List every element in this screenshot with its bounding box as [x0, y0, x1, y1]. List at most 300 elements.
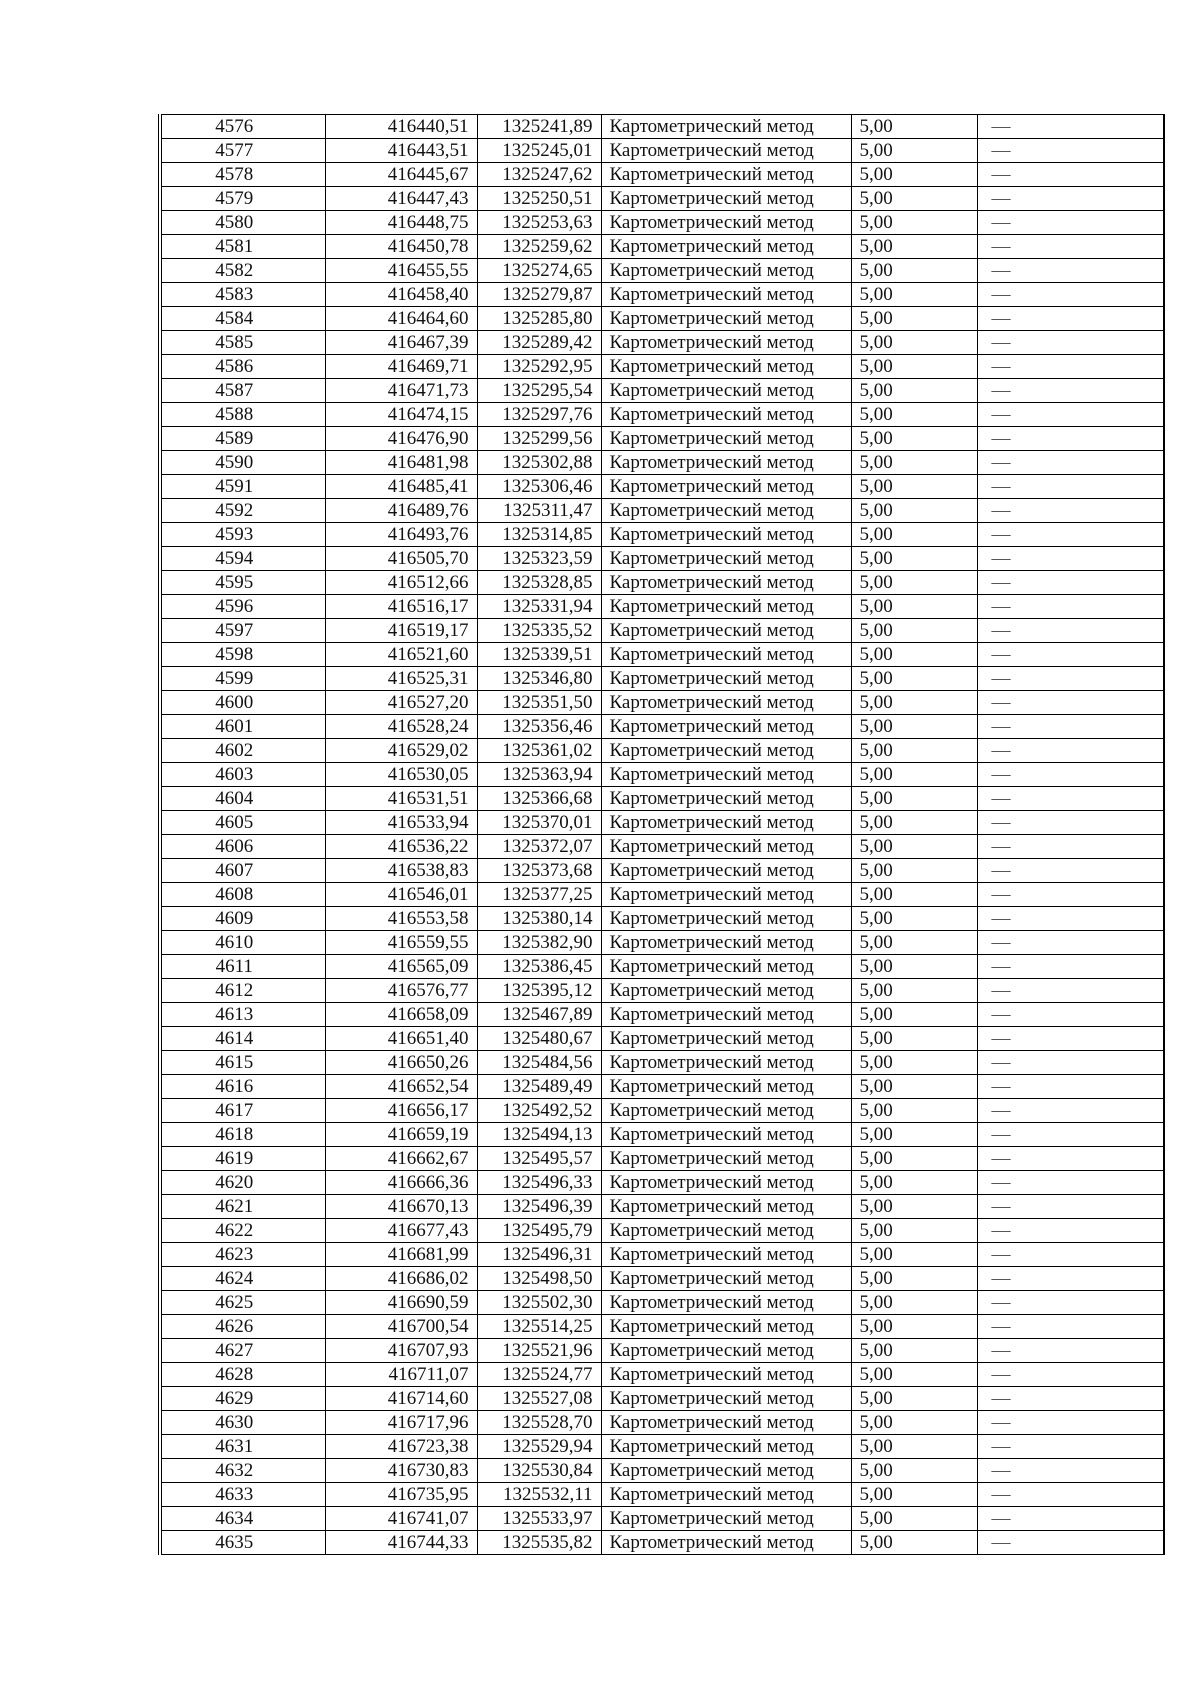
description-cell: — [977, 1435, 1164, 1459]
x-coordinate-cell: 416505,70 [325, 547, 477, 571]
description-cell: — [977, 547, 1164, 571]
table-row [160, 763, 1164, 787]
description-cell: — [977, 1099, 1164, 1123]
description-cell: — [977, 1051, 1164, 1075]
method-cell: Картометрический метод [601, 979, 851, 1003]
description-cell: — [977, 1243, 1164, 1267]
point-number-cell: 4594 [160, 547, 325, 571]
x-coordinate-cell: 416443,51 [325, 139, 477, 163]
point-number-cell: 4589 [160, 427, 325, 451]
accuracy-cell: 5,00 [851, 259, 977, 283]
table-row [160, 811, 1164, 835]
y-coordinate-cell: 1325495,57 [477, 1147, 601, 1171]
x-coordinate-cell: 416481,98 [325, 451, 477, 475]
point-number-cell: 4610 [160, 931, 325, 955]
y-coordinate-cell: 1325521,96 [477, 1339, 601, 1363]
description-cell: — [977, 1147, 1164, 1171]
table-row [160, 979, 1164, 1003]
description-cell: — [977, 1027, 1164, 1051]
method-cell: Картометрический метод [601, 907, 851, 931]
y-coordinate-cell: 1325311,47 [477, 499, 601, 523]
description-cell: — [977, 523, 1164, 547]
description-cell: — [977, 691, 1164, 715]
x-coordinate-cell: 416447,43 [325, 187, 477, 211]
accuracy-cell: 5,00 [851, 1387, 977, 1411]
x-coordinate-cell: 416531,51 [325, 787, 477, 811]
y-coordinate-cell: 1325299,56 [477, 427, 601, 451]
accuracy-cell: 5,00 [851, 1267, 977, 1291]
table-row [160, 1483, 1164, 1507]
table-row [160, 907, 1164, 931]
description-cell: — [977, 811, 1164, 835]
table-row [160, 835, 1164, 859]
table-row [160, 1291, 1164, 1315]
y-coordinate-cell: 1325356,46 [477, 715, 601, 739]
x-coordinate-cell: 416519,17 [325, 619, 477, 643]
y-coordinate-cell: 1325373,68 [477, 859, 601, 883]
point-number-cell: 4609 [160, 907, 325, 931]
method-cell: Картометрический метод [601, 739, 851, 763]
x-coordinate-cell: 416476,90 [325, 427, 477, 451]
method-cell: Картометрический метод [601, 1075, 851, 1099]
x-coordinate-cell: 416533,94 [325, 811, 477, 835]
description-cell: — [977, 187, 1164, 211]
method-cell: Картометрический метод [601, 115, 851, 139]
accuracy-cell: 5,00 [851, 979, 977, 1003]
y-coordinate-cell: 1325245,01 [477, 139, 601, 163]
table-row [160, 331, 1164, 355]
table-row [160, 235, 1164, 259]
method-cell: Картометрический метод [601, 859, 851, 883]
description-cell: — [977, 427, 1164, 451]
y-coordinate-cell: 1325495,79 [477, 1219, 601, 1243]
point-number-cell: 4614 [160, 1027, 325, 1051]
description-cell: — [977, 643, 1164, 667]
accuracy-cell: 5,00 [851, 1531, 977, 1555]
table-row [160, 1435, 1164, 1459]
accuracy-cell: 5,00 [851, 1363, 977, 1387]
accuracy-cell: 5,00 [851, 739, 977, 763]
method-cell: Картометрический метод [601, 523, 851, 547]
accuracy-cell: 5,00 [851, 691, 977, 715]
y-coordinate-cell: 1325514,25 [477, 1315, 601, 1339]
x-coordinate-cell: 416650,26 [325, 1051, 477, 1075]
point-number-cell: 4603 [160, 763, 325, 787]
y-coordinate-cell: 1325496,33 [477, 1171, 601, 1195]
description-cell: — [977, 571, 1164, 595]
method-cell: Картометрический метод [601, 1195, 851, 1219]
method-cell: Картометрический метод [601, 211, 851, 235]
method-cell: Картометрический метод [601, 1315, 851, 1339]
description-cell: — [977, 667, 1164, 691]
accuracy-cell: 5,00 [851, 1147, 977, 1171]
point-number-cell: 4588 [160, 403, 325, 427]
y-coordinate-cell: 1325395,12 [477, 979, 601, 1003]
description-cell: — [977, 403, 1164, 427]
table-row [160, 475, 1164, 499]
x-coordinate-cell: 416528,24 [325, 715, 477, 739]
table-row [160, 1459, 1164, 1483]
y-coordinate-cell: 1325498,50 [477, 1267, 601, 1291]
method-cell: Картометрический метод [601, 475, 851, 499]
method-cell: Картометрический метод [601, 1003, 851, 1027]
accuracy-cell: 5,00 [851, 1123, 977, 1147]
table-row [160, 499, 1164, 523]
accuracy-cell: 5,00 [851, 1459, 977, 1483]
table-row [160, 523, 1164, 547]
accuracy-cell: 5,00 [851, 811, 977, 835]
accuracy-cell: 5,00 [851, 907, 977, 931]
y-coordinate-cell: 1325496,39 [477, 1195, 601, 1219]
y-coordinate-cell: 1325331,94 [477, 595, 601, 619]
method-cell: Картометрический метод [601, 355, 851, 379]
table-row [160, 1387, 1164, 1411]
method-cell: Картометрический метод [601, 1291, 851, 1315]
accuracy-cell: 5,00 [851, 1051, 977, 1075]
method-cell: Картометрический метод [601, 259, 851, 283]
table-row [160, 1315, 1164, 1339]
x-coordinate-cell: 416464,60 [325, 307, 477, 331]
accuracy-cell: 5,00 [851, 1291, 977, 1315]
table-row [160, 427, 1164, 451]
y-coordinate-cell: 1325247,62 [477, 163, 601, 187]
method-cell: Картометрический метод [601, 787, 851, 811]
method-cell: Картометрический метод [601, 307, 851, 331]
method-cell: Картометрический метод [601, 547, 851, 571]
point-number-cell: 4595 [160, 571, 325, 595]
y-coordinate-cell: 1325380,14 [477, 907, 601, 931]
accuracy-cell: 5,00 [851, 139, 977, 163]
table-row [160, 139, 1164, 163]
description-cell: — [977, 1267, 1164, 1291]
y-coordinate-cell: 1325533,97 [477, 1507, 601, 1531]
accuracy-cell: 5,00 [851, 523, 977, 547]
method-cell: Картометрический метод [601, 955, 851, 979]
method-cell: Картометрический метод [601, 499, 851, 523]
description-cell: — [977, 835, 1164, 859]
x-coordinate-cell: 416536,22 [325, 835, 477, 859]
accuracy-cell: 5,00 [851, 643, 977, 667]
y-coordinate-cell: 1325302,88 [477, 451, 601, 475]
table-row [160, 691, 1164, 715]
y-coordinate-cell: 1325480,67 [477, 1027, 601, 1051]
point-number-cell: 4613 [160, 1003, 325, 1027]
description-cell: — [977, 115, 1164, 139]
description-cell: — [977, 763, 1164, 787]
point-number-cell: 4622 [160, 1219, 325, 1243]
table-row [160, 1003, 1164, 1027]
y-coordinate-cell: 1325285,80 [477, 307, 601, 331]
method-cell: Картометрический метод [601, 331, 851, 355]
point-number-cell: 4625 [160, 1291, 325, 1315]
x-coordinate-cell: 416659,19 [325, 1123, 477, 1147]
table-row [160, 1267, 1164, 1291]
accuracy-cell: 5,00 [851, 379, 977, 403]
description-cell: — [977, 1483, 1164, 1507]
description-cell: — [977, 979, 1164, 1003]
y-coordinate-cell: 1325292,95 [477, 355, 601, 379]
coordinates-table [158, 114, 1165, 1555]
accuracy-cell: 5,00 [851, 859, 977, 883]
method-cell: Картометрический метод [601, 1387, 851, 1411]
accuracy-cell: 5,00 [851, 883, 977, 907]
point-number-cell: 4590 [160, 451, 325, 475]
method-cell: Картометрический метод [601, 187, 851, 211]
table-row [160, 1195, 1164, 1219]
description-cell: — [977, 595, 1164, 619]
method-cell: Картометрический метод [601, 643, 851, 667]
point-number-cell: 4635 [160, 1531, 325, 1555]
y-coordinate-cell: 1325530,84 [477, 1459, 601, 1483]
x-coordinate-cell: 416440,51 [325, 115, 477, 139]
method-cell: Картометрический метод [601, 1483, 851, 1507]
description-cell: — [977, 307, 1164, 331]
description-cell: — [977, 283, 1164, 307]
accuracy-cell: 5,00 [851, 955, 977, 979]
method-cell: Картометрический метод [601, 427, 851, 451]
x-coordinate-cell: 416662,67 [325, 1147, 477, 1171]
y-coordinate-cell: 1325295,54 [477, 379, 601, 403]
table-row [160, 379, 1164, 403]
method-cell: Картометрический метод [601, 163, 851, 187]
table-row [160, 1027, 1164, 1051]
table-row [160, 115, 1164, 139]
accuracy-cell: 5,00 [851, 571, 977, 595]
point-number-cell: 4628 [160, 1363, 325, 1387]
table-row [160, 1507, 1164, 1531]
point-number-cell: 4585 [160, 331, 325, 355]
point-number-cell: 4581 [160, 235, 325, 259]
x-coordinate-cell: 416516,17 [325, 595, 477, 619]
method-cell: Картометрический метод [601, 571, 851, 595]
y-coordinate-cell: 1325502,30 [477, 1291, 601, 1315]
point-number-cell: 4602 [160, 739, 325, 763]
accuracy-cell: 5,00 [851, 931, 977, 955]
table-row [160, 259, 1164, 283]
method-cell: Картометрический метод [601, 619, 851, 643]
accuracy-cell: 5,00 [851, 163, 977, 187]
accuracy-cell: 5,00 [851, 475, 977, 499]
point-number-cell: 4618 [160, 1123, 325, 1147]
y-coordinate-cell: 1325363,94 [477, 763, 601, 787]
table-row [160, 667, 1164, 691]
point-number-cell: 4577 [160, 139, 325, 163]
x-coordinate-cell: 416576,77 [325, 979, 477, 1003]
table-row [160, 1099, 1164, 1123]
x-coordinate-cell: 416559,55 [325, 931, 477, 955]
x-coordinate-cell: 416469,71 [325, 355, 477, 379]
y-coordinate-cell: 1325346,80 [477, 667, 601, 691]
coordinates-table-wrapper [158, 114, 1162, 1555]
point-number-cell: 4587 [160, 379, 325, 403]
point-number-cell: 4580 [160, 211, 325, 235]
y-coordinate-cell: 1325377,25 [477, 883, 601, 907]
description-cell: — [977, 715, 1164, 739]
x-coordinate-cell: 416471,73 [325, 379, 477, 403]
y-coordinate-cell: 1325370,01 [477, 811, 601, 835]
point-number-cell: 4620 [160, 1171, 325, 1195]
y-coordinate-cell: 1325489,49 [477, 1075, 601, 1099]
accuracy-cell: 5,00 [851, 1315, 977, 1339]
method-cell: Картометрический метод [601, 1363, 851, 1387]
point-number-cell: 4583 [160, 283, 325, 307]
point-number-cell: 4593 [160, 523, 325, 547]
method-cell: Картометрический метод [601, 763, 851, 787]
y-coordinate-cell: 1325335,52 [477, 619, 601, 643]
description-cell: — [977, 1171, 1164, 1195]
accuracy-cell: 5,00 [851, 1483, 977, 1507]
table-row [160, 955, 1164, 979]
table-row [160, 1219, 1164, 1243]
method-cell: Картометрический метод [601, 403, 851, 427]
y-coordinate-cell: 1325527,08 [477, 1387, 601, 1411]
point-number-cell: 4576 [160, 115, 325, 139]
table-row [160, 643, 1164, 667]
description-cell: — [977, 1459, 1164, 1483]
point-number-cell: 4632 [160, 1459, 325, 1483]
accuracy-cell: 5,00 [851, 595, 977, 619]
point-number-cell: 4591 [160, 475, 325, 499]
accuracy-cell: 5,00 [851, 235, 977, 259]
method-cell: Картометрический метод [601, 1147, 851, 1171]
description-cell: — [977, 859, 1164, 883]
accuracy-cell: 5,00 [851, 715, 977, 739]
accuracy-cell: 5,00 [851, 283, 977, 307]
accuracy-cell: 5,00 [851, 355, 977, 379]
method-cell: Картометрический метод [601, 667, 851, 691]
point-number-cell: 4619 [160, 1147, 325, 1171]
point-number-cell: 4617 [160, 1099, 325, 1123]
accuracy-cell: 5,00 [851, 1171, 977, 1195]
method-cell: Картометрический метод [601, 139, 851, 163]
x-coordinate-cell: 416656,17 [325, 1099, 477, 1123]
x-coordinate-cell: 416565,09 [325, 955, 477, 979]
x-coordinate-cell: 416677,43 [325, 1219, 477, 1243]
table-row [160, 571, 1164, 595]
y-coordinate-cell: 1325386,45 [477, 955, 601, 979]
y-coordinate-cell: 1325492,52 [477, 1099, 601, 1123]
description-cell: — [977, 1315, 1164, 1339]
description-cell: — [977, 355, 1164, 379]
accuracy-cell: 5,00 [851, 331, 977, 355]
method-cell: Картометрический метод [601, 1051, 851, 1075]
y-coordinate-cell: 1325328,85 [477, 571, 601, 595]
accuracy-cell: 5,00 [851, 667, 977, 691]
y-coordinate-cell: 1325496,31 [477, 1243, 601, 1267]
accuracy-cell: 5,00 [851, 1195, 977, 1219]
point-number-cell: 4629 [160, 1387, 325, 1411]
description-cell: — [977, 1339, 1164, 1363]
y-coordinate-cell: 1325306,46 [477, 475, 601, 499]
x-coordinate-cell: 416546,01 [325, 883, 477, 907]
accuracy-cell: 5,00 [851, 427, 977, 451]
description-cell: — [977, 259, 1164, 283]
accuracy-cell: 5,00 [851, 619, 977, 643]
point-number-cell: 4604 [160, 787, 325, 811]
point-number-cell: 4607 [160, 859, 325, 883]
point-number-cell: 4633 [160, 1483, 325, 1507]
point-number-cell: 4630 [160, 1411, 325, 1435]
accuracy-cell: 5,00 [851, 1243, 977, 1267]
point-number-cell: 4623 [160, 1243, 325, 1267]
accuracy-cell: 5,00 [851, 763, 977, 787]
y-coordinate-cell: 1325535,82 [477, 1531, 601, 1555]
point-number-cell: 4606 [160, 835, 325, 859]
y-coordinate-cell: 1325274,65 [477, 259, 601, 283]
y-coordinate-cell: 1325314,85 [477, 523, 601, 547]
point-number-cell: 4616 [160, 1075, 325, 1099]
point-number-cell: 4596 [160, 595, 325, 619]
y-coordinate-cell: 1325253,63 [477, 211, 601, 235]
x-coordinate-cell: 416527,20 [325, 691, 477, 715]
x-coordinate-cell: 416455,55 [325, 259, 477, 283]
table-row [160, 403, 1164, 427]
method-cell: Картометрический метод [601, 835, 851, 859]
x-coordinate-cell: 416717,96 [325, 1411, 477, 1435]
x-coordinate-cell: 416690,59 [325, 1291, 477, 1315]
table-row [160, 211, 1164, 235]
description-cell: — [977, 379, 1164, 403]
description-cell: — [977, 931, 1164, 955]
accuracy-cell: 5,00 [851, 499, 977, 523]
method-cell: Картометрический метод [601, 1171, 851, 1195]
point-number-cell: 4582 [160, 259, 325, 283]
accuracy-cell: 5,00 [851, 787, 977, 811]
table-row [160, 739, 1164, 763]
y-coordinate-cell: 1325529,94 [477, 1435, 601, 1459]
method-cell: Картометрический метод [601, 1339, 851, 1363]
method-cell: Картометрический метод [601, 715, 851, 739]
table-row [160, 1243, 1164, 1267]
description-cell: — [977, 1123, 1164, 1147]
x-coordinate-cell: 416448,75 [325, 211, 477, 235]
description-cell: — [977, 1003, 1164, 1027]
point-number-cell: 4600 [160, 691, 325, 715]
accuracy-cell: 5,00 [851, 1411, 977, 1435]
table-row [160, 1075, 1164, 1099]
coordinates-table-body [160, 115, 1164, 1555]
description-cell: — [977, 451, 1164, 475]
point-number-cell: 4598 [160, 643, 325, 667]
table-row [160, 1051, 1164, 1075]
point-number-cell: 4599 [160, 667, 325, 691]
table-row [160, 715, 1164, 739]
accuracy-cell: 5,00 [851, 307, 977, 331]
x-coordinate-cell: 416681,99 [325, 1243, 477, 1267]
table-row [160, 307, 1164, 331]
accuracy-cell: 5,00 [851, 115, 977, 139]
y-coordinate-cell: 1325382,90 [477, 931, 601, 955]
x-coordinate-cell: 416485,41 [325, 475, 477, 499]
accuracy-cell: 5,00 [851, 835, 977, 859]
table-row [160, 547, 1164, 571]
table-row [160, 163, 1164, 187]
table-row [160, 595, 1164, 619]
y-coordinate-cell: 1325259,62 [477, 235, 601, 259]
y-coordinate-cell: 1325524,77 [477, 1363, 601, 1387]
x-coordinate-cell: 416670,13 [325, 1195, 477, 1219]
description-cell: — [977, 1075, 1164, 1099]
method-cell: Картометрический метод [601, 1267, 851, 1291]
table-row [160, 931, 1164, 955]
accuracy-cell: 5,00 [851, 1003, 977, 1027]
x-coordinate-cell: 416458,40 [325, 283, 477, 307]
method-cell: Картометрический метод [601, 451, 851, 475]
point-number-cell: 4584 [160, 307, 325, 331]
point-number-cell: 4579 [160, 187, 325, 211]
x-coordinate-cell: 416707,93 [325, 1339, 477, 1363]
accuracy-cell: 5,00 [851, 187, 977, 211]
